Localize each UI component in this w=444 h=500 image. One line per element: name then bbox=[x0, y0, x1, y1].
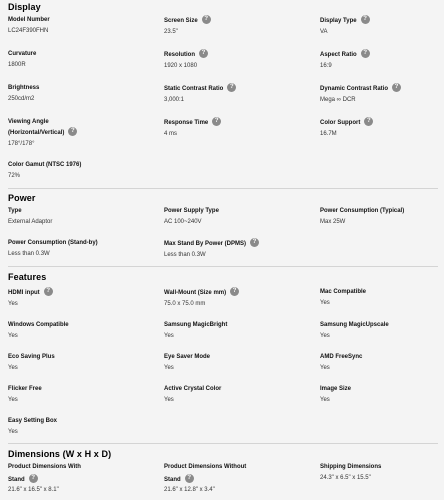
spec-label: Product Dimensions With bbox=[8, 464, 81, 470]
section-title-features: Features bbox=[8, 272, 47, 282]
section-title-power: Power bbox=[8, 193, 36, 203]
info-icon[interactable]: ? bbox=[361, 49, 370, 58]
spec-brightness bbox=[8, 84, 146, 103]
section-divider bbox=[8, 443, 438, 444]
info-icon[interactable]: ? bbox=[212, 117, 221, 126]
spec-value: Mega ∞ DCR bbox=[320, 97, 356, 104]
spec-label: Power Consumption (Stand-by) bbox=[8, 240, 98, 246]
spec-freesync bbox=[320, 353, 444, 372]
spec-label: Type bbox=[8, 208, 22, 214]
spec-label: Active Crystal Color bbox=[164, 386, 222, 392]
spec-color-support bbox=[320, 118, 444, 138]
info-icon[interactable]: ? bbox=[29, 474, 38, 483]
spec-value: Yes bbox=[8, 365, 18, 371]
spec-label: Windows Compatible bbox=[8, 322, 69, 328]
spec-label: Model Number bbox=[8, 17, 50, 23]
section-title-display: Display bbox=[8, 2, 41, 12]
spec-magic-upscale bbox=[320, 321, 444, 340]
spec-image-size bbox=[320, 385, 444, 404]
info-icon[interactable]: ? bbox=[364, 117, 373, 126]
spec-color-gamut bbox=[8, 161, 146, 180]
spec-dynamic-contrast bbox=[320, 84, 444, 104]
info-icon[interactable]: ? bbox=[199, 49, 208, 58]
spec-label: Screen Size bbox=[164, 18, 198, 25]
spec-mac-compatible bbox=[320, 288, 444, 307]
spec-value: Yes bbox=[320, 397, 330, 403]
info-icon[interactable]: ? bbox=[361, 15, 370, 24]
spec-value: Less than 0.3W bbox=[8, 251, 50, 257]
info-icon[interactable]: ? bbox=[250, 238, 259, 247]
spec-label: Samsung MagicUpscale bbox=[320, 322, 389, 328]
spec-power-supply-type bbox=[164, 207, 302, 226]
spec-label: Brightness bbox=[8, 85, 40, 91]
spec-value: 75.0 x 75.0 mm bbox=[164, 301, 206, 308]
spec-value: 21.6" x 16.5" x 8.1" bbox=[8, 487, 59, 494]
spec-windows-compatible bbox=[8, 321, 146, 340]
spec-value: Yes bbox=[164, 333, 174, 339]
spec-label: Image Size bbox=[320, 386, 352, 392]
spec-value: 250cd/m2 bbox=[8, 96, 35, 102]
spec-display-type bbox=[320, 16, 444, 36]
spec-value: 24.3" x 6.5" x 15.5" bbox=[320, 475, 371, 481]
spec-label: Response Time bbox=[164, 120, 209, 127]
spec-value: Yes bbox=[320, 333, 330, 339]
section-divider bbox=[8, 266, 438, 267]
info-icon[interactable]: ? bbox=[392, 83, 401, 92]
spec-label: Max Stand By Power (DPMS) bbox=[164, 241, 247, 248]
spec-value: 4 ms bbox=[164, 131, 178, 138]
spec-label: Power Supply Type bbox=[164, 208, 219, 214]
spec-active-crystal bbox=[164, 385, 302, 404]
spec-label: Resolution bbox=[164, 52, 195, 59]
spec-easy-setting bbox=[8, 417, 146, 436]
spec-value: 72% bbox=[8, 173, 21, 179]
spec-label: Product Dimensions Without bbox=[164, 464, 247, 470]
spec-dimensions-with-stand bbox=[8, 463, 146, 494]
info-icon[interactable]: ? bbox=[230, 287, 239, 296]
spec-flicker-free bbox=[8, 385, 146, 404]
spec-value: 1800R bbox=[8, 62, 26, 68]
spec-viewing-angle bbox=[8, 118, 146, 148]
spec-value: 16:9 bbox=[320, 63, 332, 70]
spec-curvature bbox=[8, 50, 146, 69]
spec-aspect-ratio bbox=[320, 50, 444, 70]
spec-label: Flicker Free bbox=[8, 386, 42, 392]
spec-model-number bbox=[8, 16, 146, 35]
spec-value: Yes bbox=[8, 429, 18, 435]
spec-value: Yes bbox=[320, 300, 330, 306]
spec-value: VA bbox=[320, 29, 328, 36]
spec-value: Yes bbox=[8, 333, 18, 339]
spec-label: Color Gamut (NTSC 1976) bbox=[8, 162, 82, 168]
info-icon[interactable]: ? bbox=[227, 83, 236, 92]
spec-magic-bright bbox=[164, 321, 302, 340]
spec-value: 1920 x 1080 bbox=[164, 63, 198, 70]
section-divider bbox=[8, 188, 438, 189]
spec-power-type bbox=[8, 207, 146, 226]
spec-label-line2: Stand bbox=[164, 477, 181, 484]
spec-screen-size bbox=[164, 16, 302, 36]
spec-resolution bbox=[164, 50, 302, 70]
info-icon[interactable]: ? bbox=[44, 287, 53, 296]
spec-label: Eye Saver Mode bbox=[164, 354, 211, 360]
spec-value: 23.5" bbox=[164, 29, 178, 36]
spec-response-time bbox=[164, 118, 302, 138]
spec-value: Yes bbox=[164, 365, 174, 371]
spec-max-standby-dpms bbox=[164, 239, 302, 259]
spec-value: Yes bbox=[8, 301, 18, 308]
spec-label: Static Contrast Ratio bbox=[164, 86, 224, 93]
spec-label: AMD FreeSync bbox=[320, 354, 363, 360]
spec-label: Aspect Ratio bbox=[320, 52, 357, 59]
spec-shipping-dimensions bbox=[320, 463, 444, 482]
spec-value: AC 100~240V bbox=[164, 219, 202, 225]
spec-value: 16.7M bbox=[320, 131, 337, 138]
spec-dimensions-without-stand bbox=[164, 463, 302, 494]
spec-label: Wall-Mount (Size mm) bbox=[164, 290, 227, 297]
spec-label: Curvature bbox=[8, 51, 37, 57]
spec-power-consumption-standby bbox=[8, 239, 146, 258]
spec-value: 21.6" x 12.8" x 3.4" bbox=[164, 487, 215, 494]
spec-value: Yes bbox=[8, 397, 18, 403]
spec-label: Power Consumption (Typical) bbox=[320, 208, 405, 214]
spec-label: Eco Saving Plus bbox=[8, 354, 55, 360]
spec-wall-mount bbox=[164, 288, 302, 308]
spec-label: Samsung MagicBright bbox=[164, 322, 228, 328]
spec-label: Display Type bbox=[320, 18, 357, 25]
spec-value: Yes bbox=[164, 397, 174, 403]
spec-label: Dynamic Contrast Ratio bbox=[320, 86, 389, 93]
spec-label: Mac Compatible bbox=[320, 289, 367, 295]
spec-label: Easy Setting Box bbox=[8, 418, 58, 424]
spec-value: Less than 0.3W bbox=[164, 252, 206, 259]
info-icon[interactable]: ? bbox=[202, 15, 211, 24]
spec-static-contrast bbox=[164, 84, 302, 104]
spec-label: Shipping Dimensions bbox=[320, 464, 382, 470]
spec-value: 3,000:1 bbox=[164, 97, 185, 104]
spec-power-consumption-typical bbox=[320, 207, 444, 226]
spec-hdmi-input bbox=[8, 288, 146, 308]
spec-value: Max 25W bbox=[320, 219, 346, 225]
spec-label: Color Support bbox=[320, 120, 361, 127]
spec-label-line2: (Horizontal/Vertical) bbox=[8, 130, 65, 137]
spec-value: LC24F390FHN bbox=[8, 28, 49, 34]
spec-value: External Adaptor bbox=[8, 219, 53, 225]
spec-label: Viewing Angle bbox=[8, 119, 49, 125]
spec-eco-saving bbox=[8, 353, 146, 372]
spec-label: HDMI input bbox=[8, 290, 40, 297]
info-icon[interactable]: ? bbox=[185, 474, 194, 483]
section-title-dimensions: Dimensions (W x H x D) bbox=[8, 449, 112, 459]
spec-eye-saver bbox=[164, 353, 302, 372]
spec-value: 178°/178° bbox=[8, 141, 35, 148]
spec-value: Yes bbox=[320, 365, 330, 371]
info-icon[interactable]: ? bbox=[68, 127, 77, 136]
spec-label-line2: Stand bbox=[8, 477, 25, 484]
